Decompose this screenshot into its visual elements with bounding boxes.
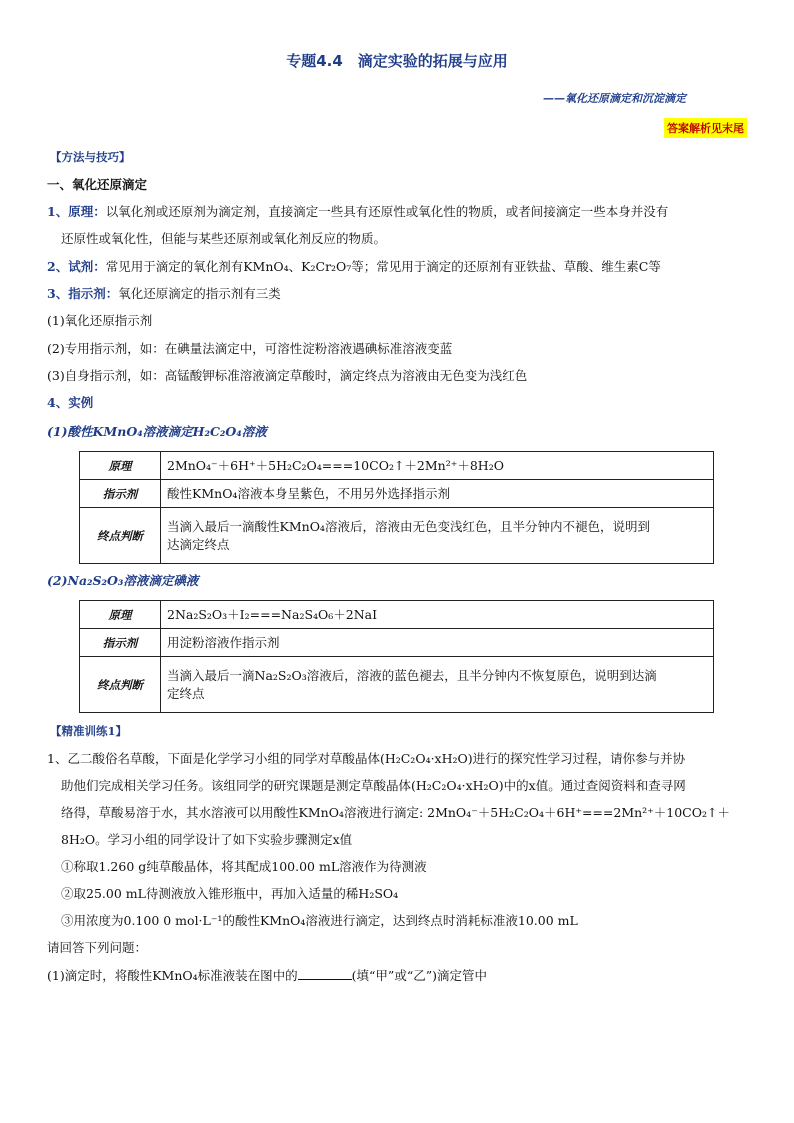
example2-value-endpoint <box>161 657 714 713</box>
example1-value-indicator: 酸性KMnO₄溶液本身呈紫色，不用另外选择指示剂 <box>161 480 714 508</box>
example2-row-principle <box>80 601 714 629</box>
example2-label-indicator: 指示剂 <box>80 629 161 657</box>
example1-label-endpoint: 终点判断 <box>80 508 161 564</box>
example1-label-indicator: 指示剂 <box>80 480 161 508</box>
practice-header: 【精准训练1】 <box>50 724 128 738</box>
principle-paragraph <box>47 203 668 221</box>
step-2: ②取25.00 mL待测液放入锥形瓶中，再加入适量的稀H₂SO₄ <box>61 886 399 901</box>
question1-line4: 8H₂O。学习小组的同学设计了如下实验步骤测定x值 <box>61 832 353 847</box>
example2-row-endpoint <box>80 657 714 713</box>
example2-table <box>79 600 714 713</box>
example1-row-endpoint <box>80 508 714 564</box>
example2-value-principle: 2Na₂S₂O₃＋I₂===Na₂S₄O₆＋2NaI <box>161 601 714 629</box>
indicator-type-3: (3)自身指示剂，如：高锰酸钾标准溶液滴定草酸时，滴定终点为溶液由无色变为浅红色 <box>47 368 528 383</box>
example1-title: (1)酸性KMnO₄溶液滴定H₂C₂O₄溶液 <box>47 424 267 439</box>
indicator-paragraph <box>47 285 281 303</box>
example1-row-indicator <box>80 480 714 508</box>
reagent-text: 常见用于滴定的氧化剂有KMnO₄、K₂Cr₂O₇等；常见用于滴定的还原剂有亚铁盐、草酸、维生素C等 <box>105 259 661 274</box>
example1-row-principle <box>80 452 714 480</box>
section-title-redox: 一、氧化还原滴定 <box>47 177 148 192</box>
question1-line2: 助他们完成相关学习任务。该组同学的研究课题是测定草酸晶体(H₂C₂O₄·xH₂O)中的x值。通过查阅资料和查寻网 <box>61 778 686 793</box>
example2-endpoint-line1: 当滴入最后一滴Na₂S₂O₃溶液后，溶液的蓝色褪去，且半分钟内不恢复原色，说明到达滴 <box>167 667 657 683</box>
indicator-type-2: (2)专用指示剂，如：在碘量法滴定中，可溶性淀粉溶液遇碘标准溶液变蓝 <box>47 341 453 356</box>
page-title: 专题4.4 滴定实验的拓展与应用 <box>286 52 508 70</box>
example1-table <box>79 451 714 564</box>
example2-label-principle: 原理 <box>80 601 161 629</box>
example1-value-principle: 2MnO₄⁻＋6H⁺＋5H₂C₂O₄===10CO₂↑＋2Mn²⁺＋8H₂O <box>161 452 714 480</box>
indicator-text: 氧化还原滴定的指示剂有三类 <box>118 286 281 301</box>
step-1: ①称取1.260 g纯草酸晶体，将其配成100.00 mL溶液作为待测液 <box>61 859 427 874</box>
sub-question-1 <box>47 967 487 985</box>
indicator-type-1: (1)氧化还原指示剂 <box>47 313 153 328</box>
example1-endpoint-line1: 当滴入最后一滴酸性KMnO₄溶液后，溶液由无色变浅红色，且半分钟内不褪色，说明到 <box>167 518 650 534</box>
reagent-label: 2、试剂： <box>47 259 106 274</box>
examples-label: 4、实例 <box>47 395 94 410</box>
sub-question-1-after: (填“甲”或“乙”)滴定管中 <box>351 968 487 983</box>
methods-header: 【方法与技巧】 <box>50 150 131 164</box>
step-3: ③用浓度为0.100 0 mol·L⁻¹的酸性KMnO₄溶液进行滴定，达到终点时消耗标准液10.00 mL <box>61 913 578 928</box>
principle-text: 以氧化剂或还原剂为滴定剂，直接滴定一些具有还原性或氧化性的物质，或者间接滴定一些本身并没有 <box>105 204 669 219</box>
answer-blank[interactable] <box>298 967 352 980</box>
example2-label-endpoint: 终点判断 <box>80 657 161 713</box>
example2-title: (2)Na₂S₂O₃溶液滴定碘液 <box>47 573 199 588</box>
reagent-paragraph <box>47 258 661 276</box>
sub-question-1-before: (1)滴定时，将酸性KMnO₄标准液装在图中的 <box>47 968 298 983</box>
example1-label-principle: 原理 <box>80 452 161 480</box>
example2-row-indicator <box>80 629 714 657</box>
principle-label: 1、原理： <box>47 204 106 219</box>
answer-prompt: 请回答下列问题： <box>47 940 148 955</box>
principle-text-line2: 还原性或氧化性，但能与某些还原剂或氧化剂反应的物质。 <box>61 231 387 246</box>
page-subtitle: ——氧化还原滴定和沉淀滴定 <box>543 92 686 105</box>
answer-badge: 答案解析见末尾 <box>664 118 747 138</box>
example1-value-endpoint <box>161 508 714 564</box>
question1-line1: 1、乙二酸俗名草酸，下面是化学学习小组的同学对草酸晶体(H₂C₂O₄·xH₂O)进行的探究性学习过程，请你参与并协 <box>47 751 686 766</box>
indicator-label: 3、指示剂： <box>47 286 119 301</box>
example2-value-indicator: 用淀粉溶液作指示剂 <box>161 629 714 657</box>
example2-endpoint-line2: 定终点 <box>167 685 205 701</box>
example1-endpoint-line2: 达滴定终点 <box>167 536 230 552</box>
question1-line3: 络得，草酸易溶于水，其水溶液可以用酸性KMnO₄溶液进行滴定: 2MnO₄⁻＋5H₂C₂O₄＋6H⁺===2Mn²⁺＋10CO₂↑＋ <box>61 805 730 820</box>
